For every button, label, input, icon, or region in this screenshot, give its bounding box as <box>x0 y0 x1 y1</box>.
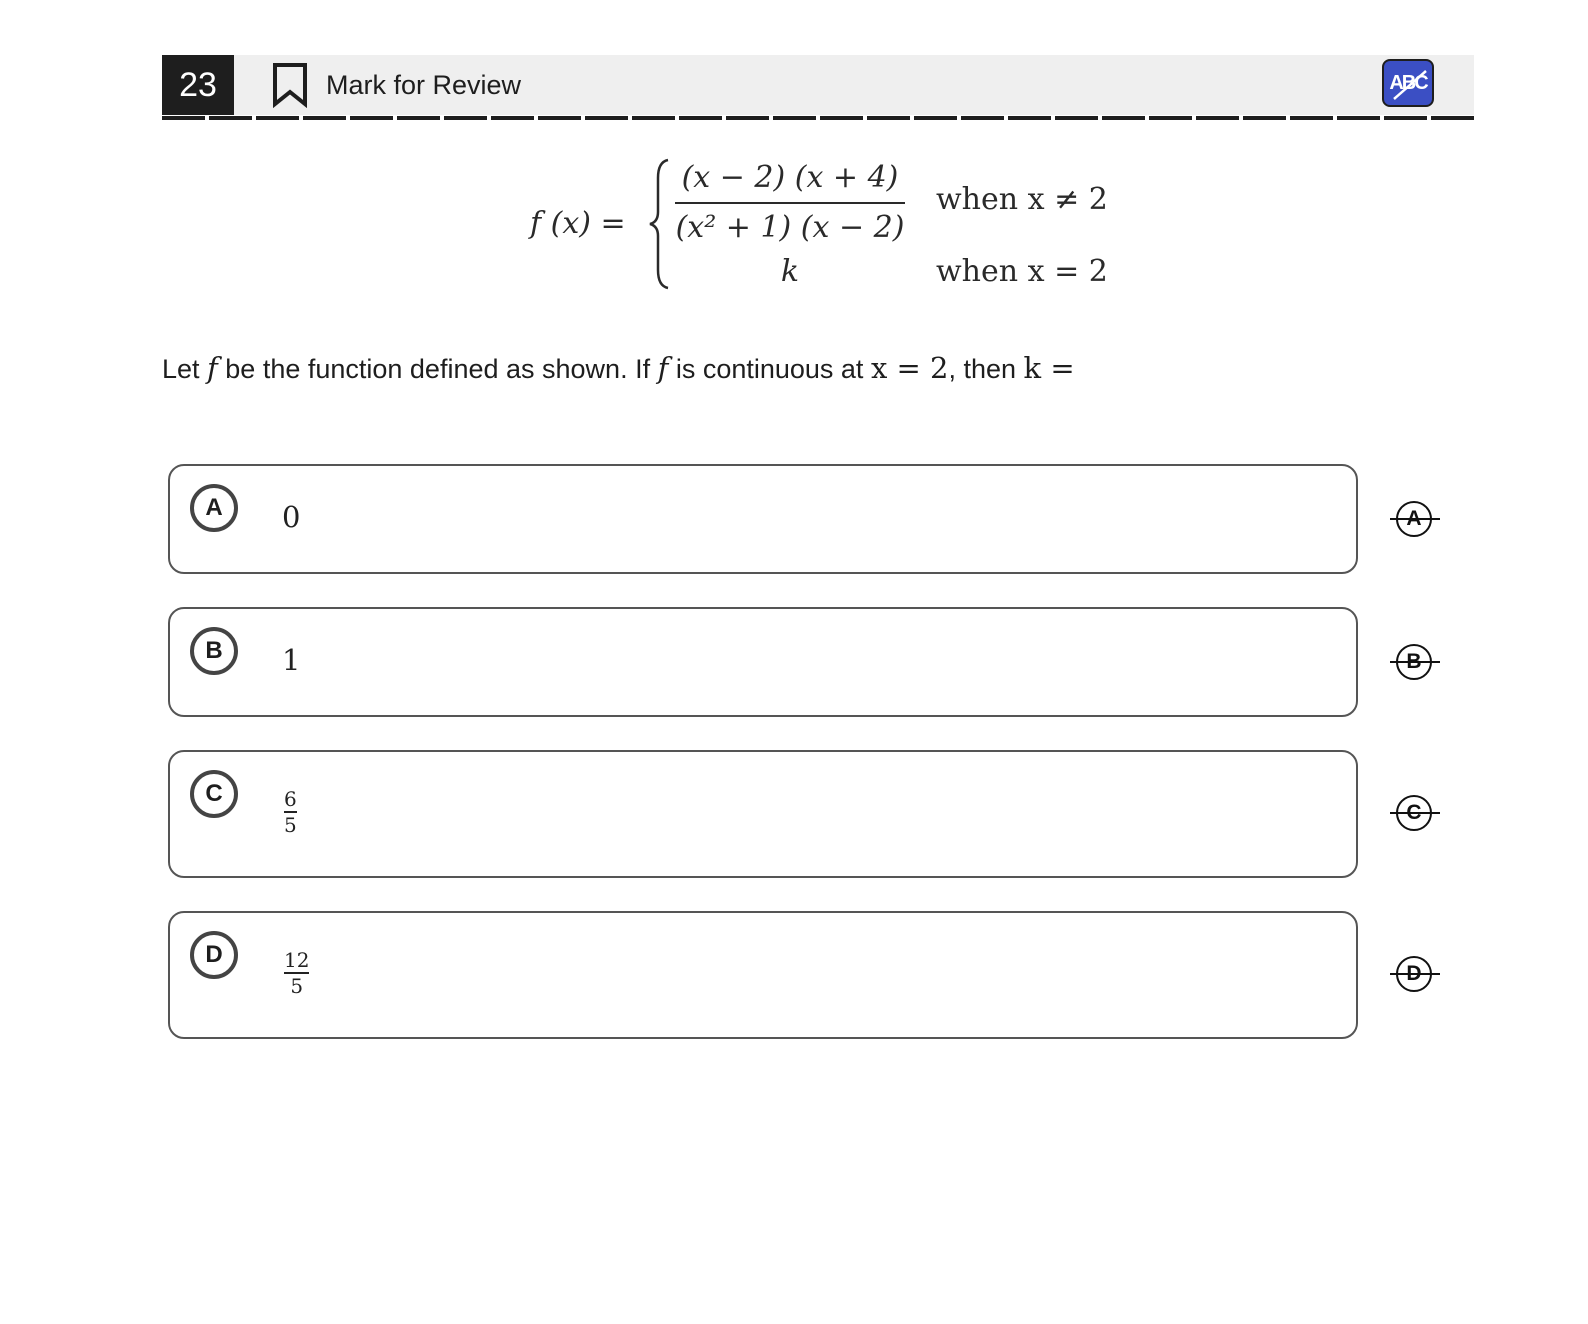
choice-letter-badge: C <box>190 770 238 818</box>
prompt-math: k = <box>1023 351 1075 385</box>
eliminate-icon: B <box>1396 644 1432 680</box>
progress-dash-divider <box>162 116 1474 120</box>
left-brace-icon <box>648 158 672 290</box>
question-number: 23 <box>162 55 234 115</box>
case1-condition: when x ≠ 2 <box>936 182 1108 217</box>
question-prompt <box>162 346 1075 391</box>
eliminate-icon: A <box>1396 501 1432 537</box>
answer-choice-b[interactable] <box>168 607 1358 717</box>
prompt-math: x = 2 <box>870 351 949 385</box>
strikeout-choice-d-button[interactable] <box>1390 954 1440 994</box>
strikeout-toggle-button[interactable] <box>1382 59 1434 107</box>
mark-for-review-label: Mark for Review <box>326 69 522 100</box>
case2-value: k <box>780 254 800 289</box>
fraction-denominator: 5 <box>290 973 304 998</box>
eliminate-icon: C <box>1396 795 1432 831</box>
fraction-denominator: 5 <box>284 812 297 837</box>
case1-fraction <box>675 156 905 250</box>
choice-value: 1 <box>282 643 301 677</box>
answer-choice-a[interactable] <box>168 464 1358 574</box>
function-lhs: f (x) = <box>530 206 626 241</box>
strikeout-choice-b-button[interactable] <box>1390 642 1440 682</box>
case2-condition: when x = 2 <box>936 254 1108 289</box>
abc-strikethrough-icon: ABC <box>1389 71 1427 94</box>
prompt-text: be the function defined as shown. If <box>217 354 658 384</box>
prompt-text: Let <box>162 354 208 384</box>
mark-for-review-button[interactable] <box>272 55 521 115</box>
answer-choice-d[interactable] <box>168 911 1358 1039</box>
case1-numerator: (x − 2) (x + 4) <box>681 160 899 195</box>
strikeout-choice-c-button[interactable] <box>1390 793 1440 833</box>
choice-fraction <box>284 949 309 997</box>
fraction-numerator: 6 <box>284 787 297 811</box>
choice-letter-badge: B <box>190 627 238 675</box>
choice-fraction <box>284 788 297 836</box>
prompt-text: , then <box>948 354 1024 384</box>
prompt-math: f <box>657 351 669 385</box>
eliminate-icon: D <box>1396 956 1432 992</box>
fraction-numerator: 12 <box>284 948 310 972</box>
prompt-text: is continuous at <box>668 354 871 384</box>
choice-value: 0 <box>282 500 301 534</box>
question-header <box>162 55 1474 115</box>
answer-choice-c[interactable] <box>168 750 1358 878</box>
choice-letter-badge: A <box>190 484 238 532</box>
bookmark-icon <box>272 62 308 108</box>
case1-denominator: (x² + 1) (x − 2) <box>675 210 905 245</box>
strikeout-choice-a-button[interactable] <box>1390 499 1440 539</box>
fraction-bar <box>675 202 905 204</box>
prompt-math: f <box>207 351 218 385</box>
strike-slash-icon <box>1390 67 1430 103</box>
choice-letter-badge: D <box>190 931 238 979</box>
piecewise-function <box>530 150 1130 300</box>
